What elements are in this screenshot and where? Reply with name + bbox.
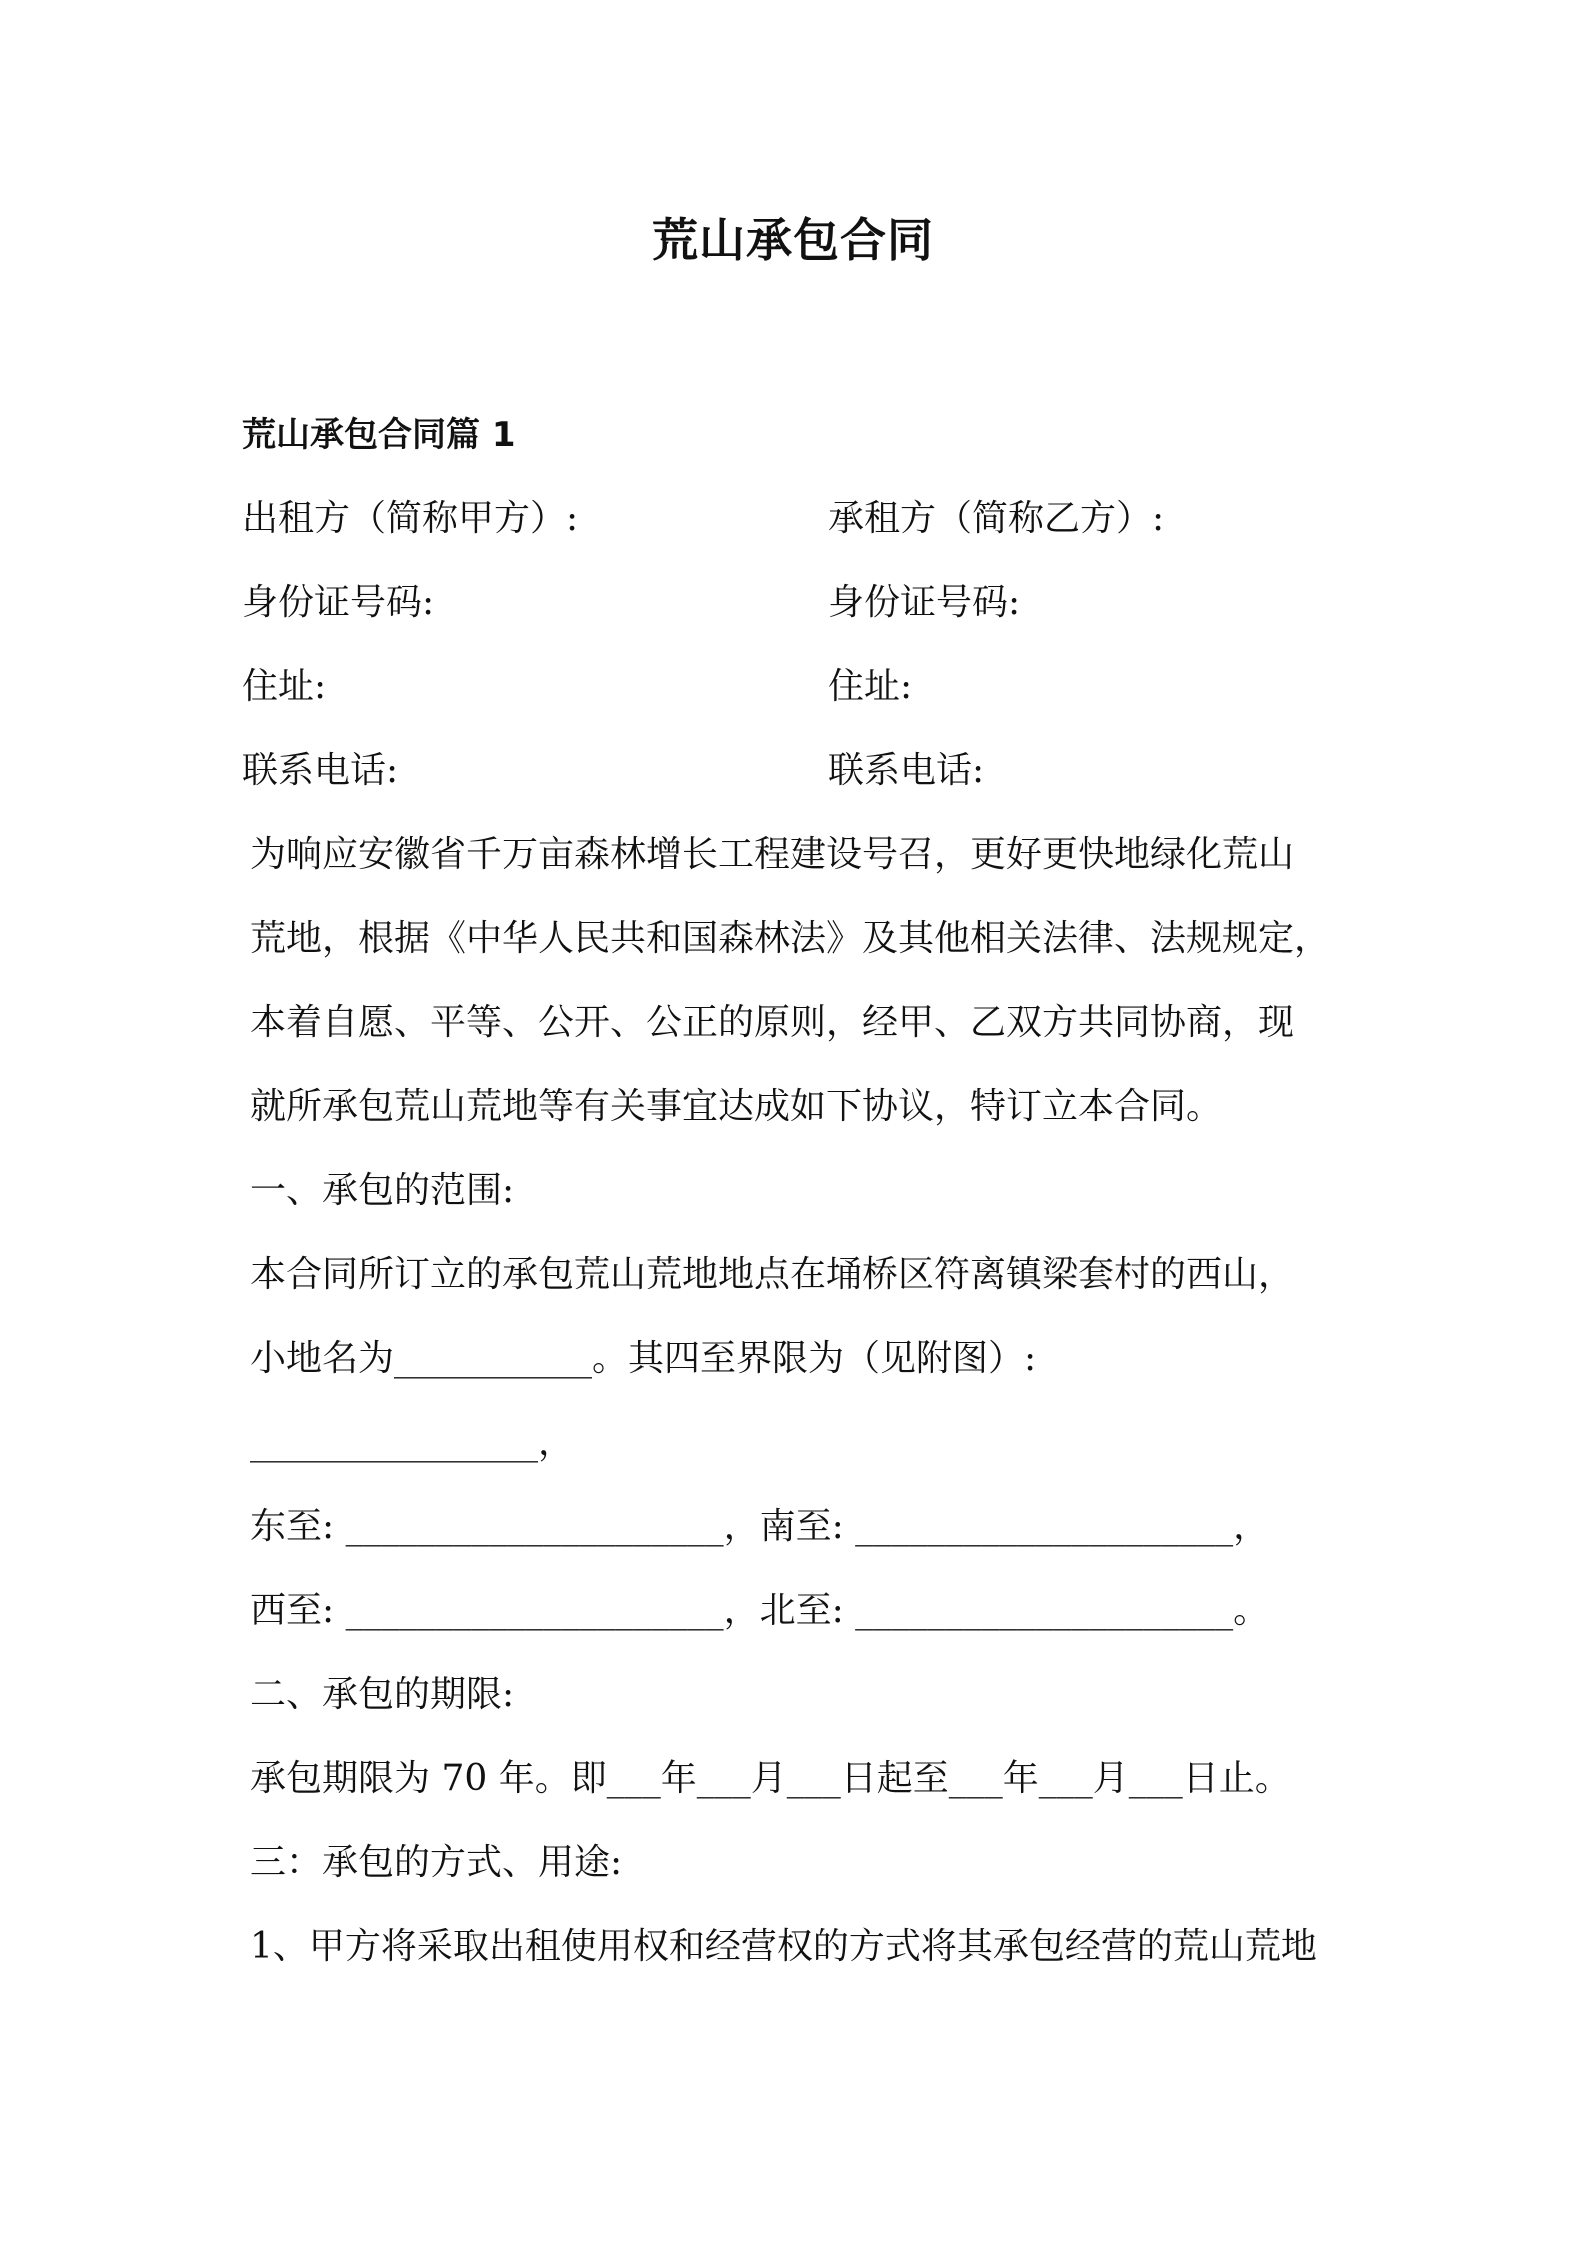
paragraph-line: 本合同所订立的承包荒山荒地地点在埇桥区符离镇梁套村的西山， xyxy=(250,1254,1295,1295)
boundary-line: 西至: _____________________，北至: _____________________。 xyxy=(250,1590,1270,1631)
lessor-address-label: 住址: xyxy=(242,666,327,707)
paragraph-line: 小地名为___________。其四至界限为（见附图）: xyxy=(250,1338,1037,1379)
section-heading-method: 三：承包的方式、用途: xyxy=(250,1842,623,1883)
lessee-phone-label: 联系电话: xyxy=(828,750,985,791)
paragraph-line: 为响应安徽省千万亩森林增长工程建设号召，更好更快地绿化荒山 xyxy=(250,834,1295,875)
paragraph-line: 荒地，根据《中华人民共和国森林法》及其他相关法律、法规规定， xyxy=(250,918,1331,959)
paragraph-line: ________________， xyxy=(250,1422,574,1463)
section-heading-term: 二、承包的期限: xyxy=(250,1674,515,1715)
document-title: 荒山承包合同 xyxy=(652,213,934,267)
lessee-label: 承租方（简称乙方）: xyxy=(828,498,1165,539)
lessor-label: 出租方（简称甲方）: xyxy=(242,498,579,539)
paragraph-line: 本着自愿、平等、公开、公正的原则，经甲、乙双方共同协商，现 xyxy=(250,1002,1295,1043)
section-heading-scope: 一、承包的范围: xyxy=(250,1170,515,1211)
paragraph-line: 1、甲方将采取出租使用权和经营权的方式将其承包经营的荒山荒地 xyxy=(250,1926,1317,1967)
term-line: 承包期限为 70 年。即___年___月___日起至___年___月___日止。 xyxy=(250,1758,1291,1799)
boundary-line: 东至: _____________________，南至: _____________________， xyxy=(250,1506,1270,1547)
lessee-address-label: 住址: xyxy=(828,666,913,707)
lessor-phone-label: 联系电话: xyxy=(242,750,399,791)
lessor-id-label: 身份证号码: xyxy=(242,582,435,623)
lessee-id-label: 身份证号码: xyxy=(828,582,1021,623)
paragraph-line: 就所承包荒山荒地等有关事宜达成如下协议，特订立本合同。 xyxy=(250,1086,1223,1127)
section-heading: 荒山承包合同篇 1 xyxy=(242,415,516,455)
